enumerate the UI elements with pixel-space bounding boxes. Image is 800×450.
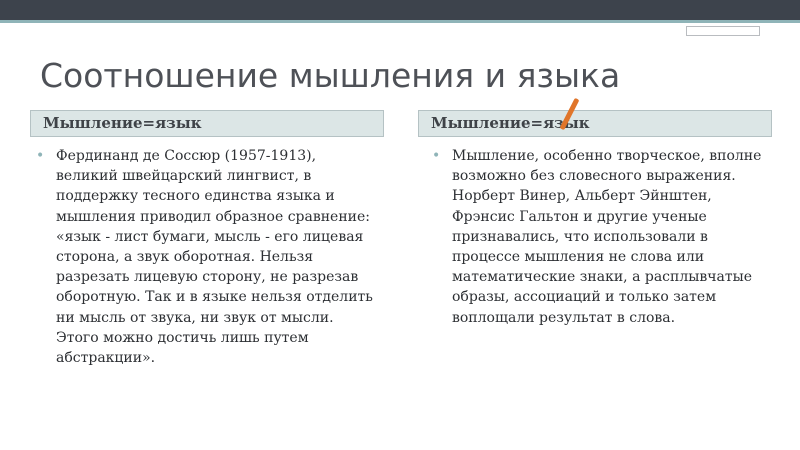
left-column-header: Мышление=язык [30,110,384,137]
right-column-header: Мышление=язык [418,110,772,137]
right-bullet-text: Мышление, особенно творческое, вполне возможно без словесного выражения. Норберт Винер, Альберт Эйнштен, Фрэнсис Гальтон и другие ученые признавались, что использовали в процессе мышления не слова или математические знаки, а расплывчатые образы, ассоциаций и только затем воплощали результат в слова. [452,148,762,326]
corner-decoration [686,26,760,36]
left-bullet-item [36,146,376,368]
bullet-icon: • [432,148,441,164]
top-bar-accent [0,20,800,23]
bullet-icon: • [36,148,45,164]
right-bullet-item [432,146,772,328]
left-bullet-text: Фердинанд де Соссюр (1957-1913), великий швейцарский лингвист, в поддержку тесного единства языка и мышления приводил образное сравнение: «язык - лист бумаги, мысль - его лицевая сторона, а звук оборотная. Нельзя разрезать лицевую сторону, не разрезав оборотную. Так и в языке нельзя отделить ни мысль от звука, ни звук от мысли. Этого можно достичь лишь путем абстракции». [56,148,373,367]
left-column-list [36,146,376,368]
top-bar [0,0,800,20]
right-column-list [432,146,772,328]
slide-title: Соотношение мышления и языка [40,56,621,95]
